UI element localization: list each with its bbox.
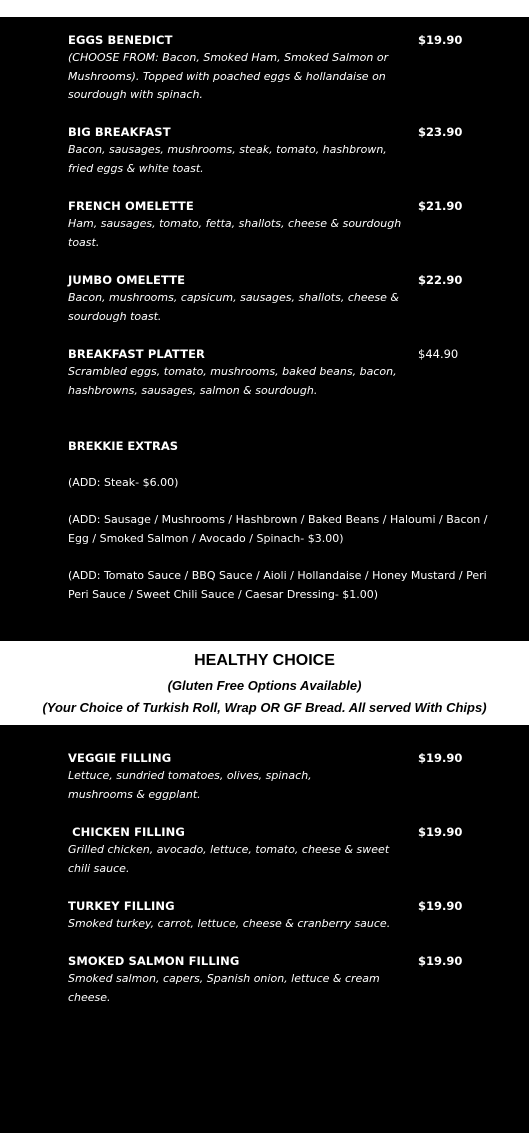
item-price: $19.90 <box>418 899 463 913</box>
healthy-panel <box>0 725 529 1133</box>
item-name: JUMBO OMELETTE <box>68 273 186 287</box>
menu-item-chicken-filling <box>68 823 508 878</box>
item-price: $19.90 <box>418 825 463 839</box>
section-subtitle-bread-choice: (Your Choice of Turkish Roll, Wrap OR GF Bread. All served With Chips) <box>42 700 487 715</box>
item-name: SMOKED SALMON FILLING <box>68 954 240 968</box>
section-subtitle-gluten-free: (Gluten Free Options Available) <box>167 678 362 693</box>
extras-line-sauces: (ADD: Tomato Sauce / BBQ Sauce / Aioli / Hollandaise / Honey Mustard / Peri Peri Sauce / Sweet Chili Sauce / Caesar Dressing- $1.00) <box>68 569 487 601</box>
item-name: EGGS BENEDICT <box>68 33 173 47</box>
item-name: TURKEY FILLING <box>68 899 175 913</box>
menu-item-breakfast-platter <box>68 345 508 400</box>
breakfast-panel <box>0 17 529 641</box>
item-description: Scrambled eggs, tomato, mushrooms, baked beans, bacon, hashbrowns, sausages, salmon & sourdough. <box>68 365 397 397</box>
item-name: VEGGIE FILLING <box>68 751 172 765</box>
item-price: $23.90 <box>418 125 463 139</box>
item-name: BREAKFAST PLATTER <box>68 347 205 361</box>
item-price: $22.90 <box>418 273 463 287</box>
item-price: $44.90 <box>418 347 459 361</box>
item-description: (CHOOSE FROM: Bacon, Smoked Ham, Smoked Salmon or Mushrooms). Topped with poached eggs & hollandaise on sourdough with spinach. <box>68 51 389 101</box>
section-title: HEALTHY CHOICE <box>194 652 335 669</box>
item-description: Bacon, mushrooms, capsicum, sausages, shallots, cheese & sourdough toast. <box>68 291 399 323</box>
extras-line-sides: (ADD: Sausage / Mushrooms / Hashbrown / Baked Beans / Haloumi / Bacon / Egg / Smoked Salmon / Avocado / Spinach- $3.00) <box>68 513 488 545</box>
item-description: Ham, sausages, tomato, fetta, shallots, cheese & sourdough toast. <box>68 217 402 249</box>
menu-item-jumbo-omelette <box>68 271 508 326</box>
extras-line-steak: (ADD: Steak- $6.00) <box>68 476 179 489</box>
item-price: $19.90 <box>418 954 463 968</box>
item-name: CHICKEN FILLING <box>68 825 185 839</box>
menu-item-big-breakfast <box>68 123 508 178</box>
item-name: FRENCH OMELETTE <box>68 199 194 213</box>
item-description: Smoked turkey, carrot, lettuce, cheese & cranberry sauce. <box>68 917 391 930</box>
item-description: Lettuce, sundried tomatoes, olives, spinach, mushrooms & eggplant. <box>68 769 312 801</box>
item-description: Bacon, sausages, mushrooms, steak, tomato, hashbrown, fried eggs & white toast. <box>68 143 387 175</box>
item-price: $19.90 <box>418 33 463 47</box>
item-name: BIG BREAKFAST <box>68 125 171 139</box>
item-description: Grilled chicken, avocado, lettuce, tomato, cheese & sweet chili sauce. <box>68 843 390 875</box>
menu-item-veggie-filling <box>68 749 508 804</box>
item-price: $21.90 <box>418 199 463 213</box>
menu-item-eggs-benedict <box>68 31 508 105</box>
menu-item-smoked-salmon-filling <box>68 952 508 1007</box>
extras-heading: BREKKIE EXTRAS <box>68 439 179 453</box>
menu-item-french-omelette <box>68 197 508 252</box>
item-price: $19.90 <box>418 751 463 765</box>
menu-item-turkey-filling <box>68 897 508 934</box>
item-description: Smoked salmon, capers, Spanish onion, lettuce & cream cheese. <box>68 972 380 1004</box>
